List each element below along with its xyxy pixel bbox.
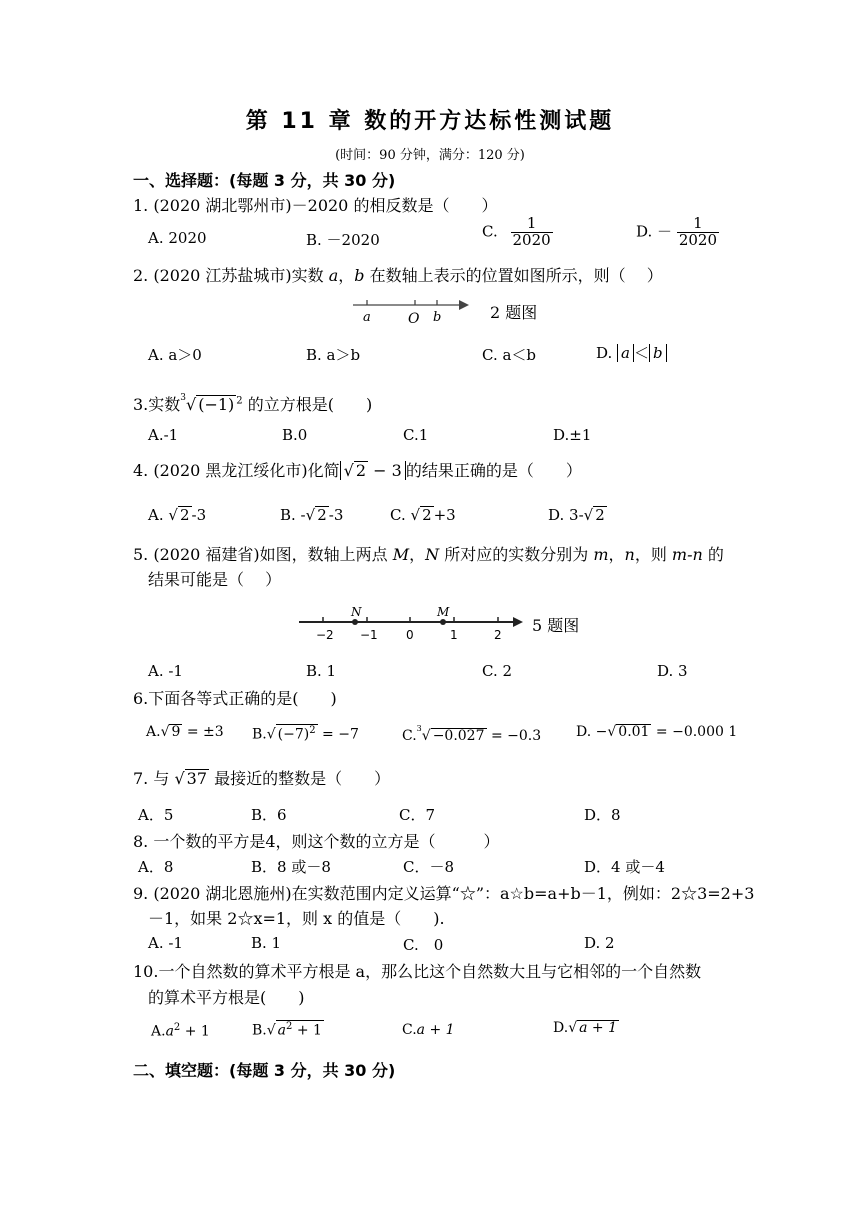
page-subtitle: (时间：90 分钟，满分：120 分) [335, 148, 525, 163]
question-5-option-b: B. 1 [306, 662, 337, 680]
question-10-option-d: D.√ a + 1 [553, 1020, 617, 1036]
figure-2-caption: 2 题图 [490, 303, 538, 322]
question-9-line-2: －1，如果 2☆x=1，则 x 的值是（ ). [148, 909, 445, 928]
question-10-line-2: 的算术平方根是( ) [148, 988, 305, 1007]
question-4-stem: 4. (2020 黑龙江绥化市)化简 √ 2 − 3 的结果正确的是（ ） [133, 461, 582, 480]
question-10-option-b: B.√ $a^2 + 1$ [252, 1021, 322, 1039]
section-heading-choice: 一、选择题：(每题 3 分，共 30 分) [133, 171, 396, 190]
question-2-option-a: A. a＞0 [148, 346, 202, 364]
question-1-option-d: D. － $\frac{1}{2020}$ [636, 214, 717, 249]
question-6-option-a: A.√ 9 = ±3 [146, 724, 224, 740]
question-7-stem: 7. 与 √ 37 最接近的整数是（ ） [133, 769, 391, 788]
axis-label-b: b [433, 310, 442, 325]
question-3-option-d: D.±1 [553, 426, 592, 444]
question-10-line-1: 10.一个自然数的算术平方根是 a，那么比这个自然数大且与它相邻的一个自然数 [133, 962, 702, 981]
tick-label: −2 [316, 628, 334, 642]
question-8-stem: 8. 一个数的平方是4，则这个数的立方是（ ） [133, 832, 500, 851]
question-2-option-c: C. a＜b [482, 346, 537, 364]
question-7-option-d: D．8 [584, 806, 621, 824]
question-8-option-b: B．8 或－8 [251, 858, 331, 876]
question-4-option-a: A. √ 2 -3 [148, 506, 207, 524]
tick-label: 0 [406, 628, 414, 642]
question-2-option-b: B. a＞b [306, 346, 361, 364]
page-title: 第 11 章 数的开方达标性测试题 [245, 109, 615, 134]
question-4-option-d: D. 3-√ 2 [548, 506, 605, 524]
question-4-option-b: B. -√ 2 -3 [280, 506, 344, 524]
tick-label: 2 [494, 628, 502, 642]
question-1-stem: 1. (2020 湖北鄂州市)－2020 的相反数是（ ） [133, 196, 498, 215]
question-8-option-c: C．－8 [403, 858, 455, 876]
question-3-option-a: A.-1 [148, 426, 179, 444]
question-8-option-d: D．4 或－4 [584, 858, 665, 876]
question-10-option-a: $A.a^2 + 1$ [151, 1022, 210, 1040]
question-6-option-c: C.$^3$√ −0.027 = −0.3 [402, 724, 542, 744]
question-3-stem: 3.实数$^3$√ (−1) $^2$ 的立方根是( ) [133, 393, 373, 414]
question-1-option-c: C. $\frac{1}{2020}$ [482, 214, 551, 249]
question-5-option-a: A. -1 [148, 662, 183, 680]
point-m [440, 619, 446, 625]
question-9-option-d: D. 2 [584, 934, 615, 952]
number-line-figure-2 [345, 294, 475, 328]
question-6-option-b: B.√ $(-7)^2 = -7$ [252, 725, 359, 743]
figure-5-caption: 5 题图 [532, 616, 580, 635]
point-n-label: N [351, 605, 362, 619]
number-line-figure-5 [295, 604, 530, 644]
question-7-option-a: A．5 [138, 806, 174, 824]
tick-label: −1 [360, 628, 378, 642]
question-9-line-1: 9. (2020 湖北恩施州)在实数范围内定义运算“☆”：a☆b=a+b－1，例如：2☆3=2+3 [133, 884, 755, 903]
question-10-option-c: C.a + 1 [402, 1022, 455, 1038]
question-5-line-2: 结果可能是（ ） [148, 570, 282, 589]
question-8-option-a: A．8 [138, 858, 174, 876]
point-m-label: M [437, 605, 450, 619]
question-5-option-d: D. 3 [657, 662, 688, 680]
question-2-stem: 2. (2020 江苏盐城市)实数 a，b 在数轴上表示的位置如图所示，则（ ） [133, 266, 663, 285]
question-9-option-c: C. 0 [403, 936, 444, 954]
question-1-option-b: B. －2020 [306, 231, 380, 249]
question-7-option-b: B．6 [251, 806, 287, 824]
question-6-stem: 6.下面各等式正确的是( ) [133, 689, 337, 708]
axis-label-origin: O [408, 311, 420, 327]
tick-label: 1 [450, 628, 458, 642]
question-7-option-c: C．7 [399, 806, 436, 824]
question-6-option-d: D. −√ 0.01 = −0.000 1 [576, 724, 738, 740]
question-3-option-c: C.1 [403, 426, 429, 444]
question-5-line-1: 5. (2020 福建省)如图，数轴上两点 M，N 所对应的实数分别为 m，n，则 m-n 的 [133, 545, 724, 564]
question-3-option-b: B.0 [282, 426, 308, 444]
question-5-option-c: C. 2 [482, 662, 513, 680]
axis-label-a: a [363, 310, 371, 325]
question-9-option-b: B. 1 [251, 934, 282, 952]
question-9-option-a: A. -1 [148, 934, 183, 952]
question-2-option-d: D. a ＜ b [596, 342, 667, 363]
question-1-option-a: A. 2020 [148, 229, 207, 247]
point-n [352, 619, 358, 625]
section-heading-fill: 二、填空题：(每题 3 分，共 30 分) [133, 1061, 396, 1080]
question-4-option-c: C. √ 2 +3 [390, 506, 456, 524]
